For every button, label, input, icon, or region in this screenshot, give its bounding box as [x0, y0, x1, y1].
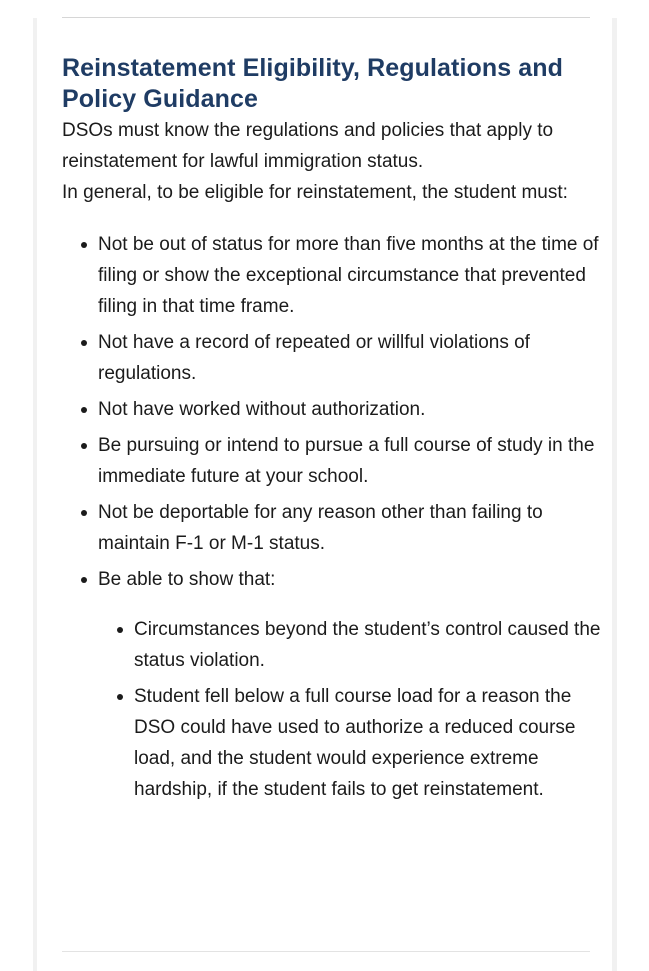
bullet-icon [117, 627, 123, 633]
right-edge-shadow [612, 18, 617, 971]
list-item-text: Be able to show that: [98, 569, 276, 590]
article-section [62, 53, 602, 810]
list-item [62, 564, 602, 805]
requirements-list [62, 229, 602, 805]
eligibility-lead: In general, to be eligible for reinstatement, the student must: [62, 182, 568, 203]
list-item-text: Not be out of status for more than five months at the time of filing or show the exceptional circumstance that prevented filing in that time frame. [98, 234, 599, 317]
sublist-item [98, 614, 602, 676]
list-item [62, 327, 602, 389]
intro-paragraph: DSOs must know the regulations and policies that apply to reinstatement for lawful immigration status. [62, 120, 554, 172]
sublist-item-text: Circumstances beyond the student’s control caused the status violation. [134, 619, 601, 671]
list-item-text: Not be deportable for any reason other than failing to maintain F-1 or M-1 status. [98, 502, 543, 554]
list-item-text: Not have worked without authorization. [98, 399, 426, 420]
bullet-icon [81, 443, 87, 449]
show-that-sublist [98, 614, 602, 805]
list-item [62, 430, 602, 492]
left-edge-shadow [33, 18, 37, 971]
bottom-divider [62, 951, 590, 952]
section-heading: Reinstatement Eligibility, Regulations and Policy Guidance [62, 54, 564, 113]
bullet-icon [81, 407, 87, 413]
list-item [62, 229, 602, 322]
list-item-text: Not have a record of repeated or willful violations of regulations. [98, 332, 530, 384]
sublist-item [98, 681, 602, 805]
bullet-icon [81, 577, 87, 583]
bullet-icon [81, 340, 87, 346]
list-item [62, 394, 602, 425]
list-item [62, 497, 602, 559]
bullet-icon [117, 694, 123, 700]
bullet-icon [81, 242, 87, 248]
top-divider [62, 17, 590, 18]
bullet-icon [81, 510, 87, 516]
sublist-item-text: Student fell below a full course load for a reason the DSO could have used to authorize a reduced course load, and the student would experience extreme hardship, if the student fails to get reinstatement. [134, 686, 576, 800]
list-item-text: Be pursuing or intend to pursue a full course of study in the immediate future at your school. [98, 435, 595, 487]
